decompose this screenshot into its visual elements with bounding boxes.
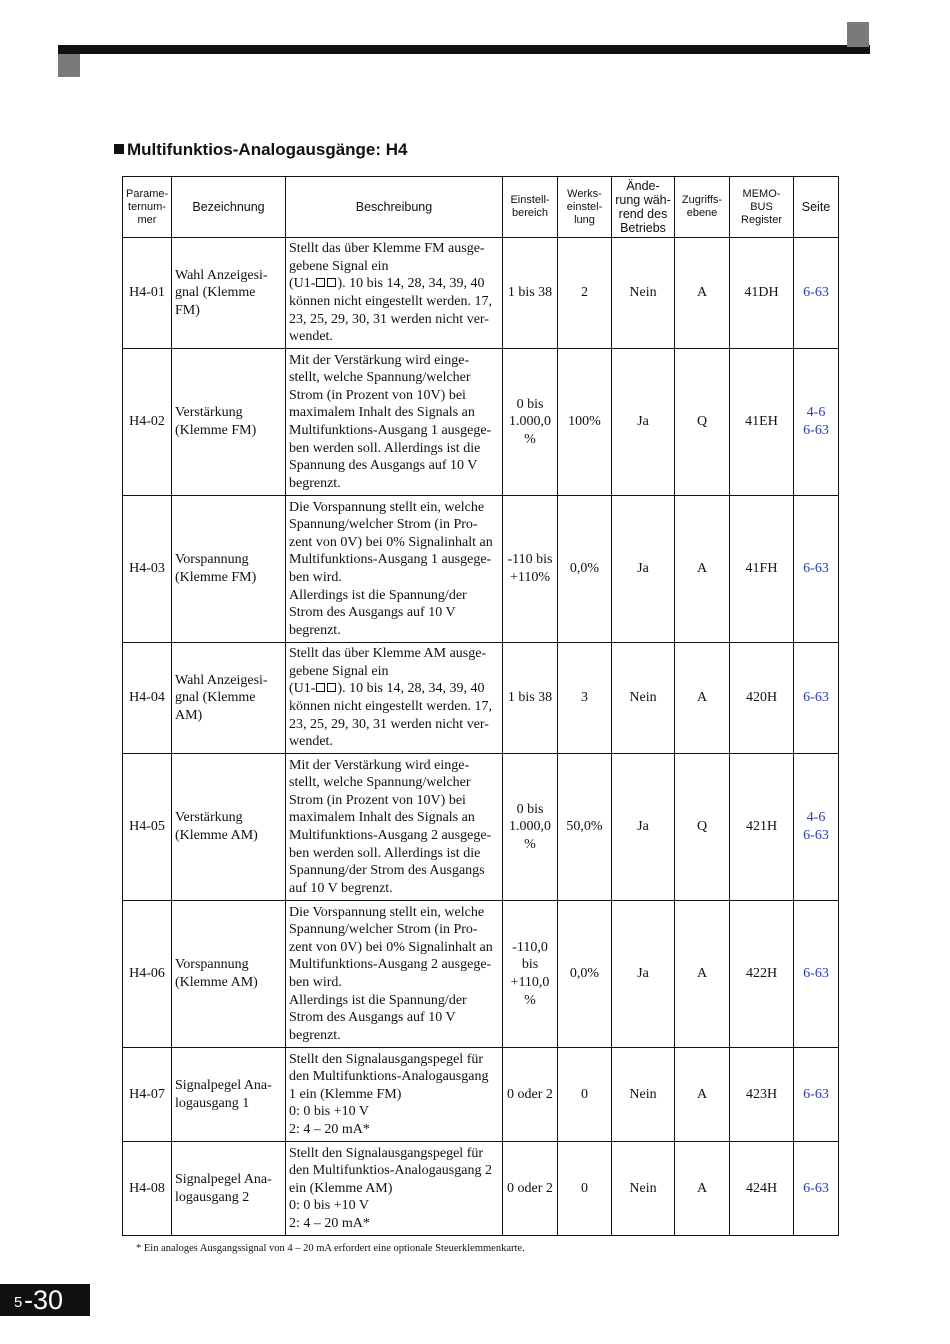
row-change: Nein xyxy=(612,1048,675,1142)
row-description: Die Vorspannung stellt ein, welche Spannung/welcher Strom (in Pro- zent von 0V) bei 0% Signalinhalt an Multifunktions-Ausgang 1 ausgege- ben wird. Allerdings ist die Spannung/der Strom des Ausgangs auf 10 V begrenzt. xyxy=(286,496,503,643)
row-default: 2 xyxy=(558,238,612,349)
row-page-link[interactable]: 6-63 xyxy=(794,901,839,1048)
row-access: Q xyxy=(675,349,730,496)
row-change: Nein xyxy=(612,238,675,349)
row-access: A xyxy=(675,238,730,349)
row-change: Ja xyxy=(612,496,675,643)
row-access: A xyxy=(675,1142,730,1236)
row-default: 50,0% xyxy=(558,754,612,901)
table-row xyxy=(123,1142,839,1236)
row-default: 3 xyxy=(558,643,612,754)
row-default: 0,0% xyxy=(558,496,612,643)
table-row xyxy=(123,1048,839,1142)
description-part-1: Stellt das über Klemme AM ausge- gebene Signal ein (U1- xyxy=(289,646,487,697)
page-number-tab xyxy=(0,1284,90,1316)
table-row xyxy=(123,754,839,901)
section-title: Multifunktios-Analogausgänge: H4 xyxy=(127,140,408,159)
row-default: 0,0% xyxy=(558,901,612,1048)
row-page-link[interactable]: 6-63 xyxy=(794,643,839,754)
row-range: 0 oder 2 xyxy=(503,1048,558,1142)
row-description: Stellt den Signalausgangspegel für den Multifunktions-Analogausgang 1 ein (Klemme FM) 0: 0 bis +10 V 2: 4 – 20 mA* xyxy=(286,1048,503,1142)
table-row xyxy=(123,643,839,754)
header-default: Werks- einstel- lung xyxy=(558,177,612,238)
row-description: Die Vorspannung stellt ein, welche Spannung/welcher Strom (in Pro- zent von 0V) bei 0% Signalinhalt an Multifunktions-Ausgang 2 ausgege- ben wird. Allerdings ist die Spannung/der Strom des Ausgangs auf 10 V begrenzt. xyxy=(286,901,503,1048)
page-number: -30 xyxy=(24,1285,64,1315)
row-param: H4-03 xyxy=(123,496,172,643)
row-default: 0 xyxy=(558,1142,612,1236)
row-change: Nein xyxy=(612,1142,675,1236)
table-row xyxy=(123,496,839,643)
chapter-number: 5 xyxy=(14,1294,23,1311)
footnote: * Ein analoges Ausgangssignal von 4 – 20 mA erfordert eine optionale Steuerklemmenkarte. xyxy=(136,1243,525,1254)
row-description: Mit der Verstärkung wird einge- stellt, welche Spannung/welcher Strom (in Prozent von 10V) bei maximalem Inhalt des Signals an Multifunktions-Ausgang 2 ausgege- ben werden soll. Allerdings ist die Spannung/der Strom des Ausgangs auf 10 V begrenzt. xyxy=(286,754,503,901)
header-square-right xyxy=(847,22,869,47)
row-range: 0 bis 1.000,0 % xyxy=(503,349,558,496)
row-name: Wahl Anzeigesi- gnal (Klemme AM) xyxy=(172,643,286,754)
header-range: Einstell- bereich xyxy=(503,177,558,238)
table-row xyxy=(123,238,839,349)
row-page-link[interactable]: 6-63 xyxy=(794,496,839,643)
placeholder-box-icon xyxy=(327,278,336,287)
description-part-2: ). 10 bis 14, 28, 34, 39, 40 können nicht eingestellt werden. 17, 23, 25, 29, 30, 31 werden nicht ver- wendet. xyxy=(289,681,492,750)
description-part-1: Stellt das über Klemme FM ausge- gebene Signal ein (U1- xyxy=(289,241,485,292)
section-heading xyxy=(114,140,408,160)
row-param: H4-04 xyxy=(123,643,172,754)
row-default: 0 xyxy=(558,1048,612,1142)
placeholder-box-icon xyxy=(327,683,336,692)
row-range: 1 bis 38 xyxy=(503,238,558,349)
row-memobus: 421H xyxy=(730,754,794,901)
row-change: Nein xyxy=(612,643,675,754)
header-desc: Beschreibung xyxy=(286,177,503,238)
table-row xyxy=(123,349,839,496)
row-param: H4-05 xyxy=(123,754,172,901)
row-page-link[interactable]: 4-6 6-63 xyxy=(794,754,839,901)
header-rule xyxy=(58,45,870,54)
row-param: H4-06 xyxy=(123,901,172,1048)
square-bullet-icon xyxy=(114,144,124,154)
row-change: Ja xyxy=(612,349,675,496)
row-range: 0 bis 1.000,0 % xyxy=(503,754,558,901)
row-param: H4-01 xyxy=(123,238,172,349)
row-access: A xyxy=(675,1048,730,1142)
row-name: Vorspannung (Klemme AM) xyxy=(172,901,286,1048)
row-name: Verstärkung (Klemme AM) xyxy=(172,754,286,901)
row-memobus: 422H xyxy=(730,901,794,1048)
row-page-link[interactable]: 6-63 xyxy=(794,1048,839,1142)
row-page-link[interactable]: 4-6 6-63 xyxy=(794,349,839,496)
row-page-link[interactable]: 6-63 xyxy=(794,238,839,349)
row-access: A xyxy=(675,901,730,1048)
row-description xyxy=(286,238,503,349)
row-name: Vorspannung (Klemme FM) xyxy=(172,496,286,643)
row-memobus: 424H xyxy=(730,1142,794,1236)
row-description xyxy=(286,643,503,754)
row-memobus: 41DH xyxy=(730,238,794,349)
header-memobus: MEMO- BUS Register xyxy=(730,177,794,238)
row-range: 1 bis 38 xyxy=(503,643,558,754)
table-row xyxy=(123,901,839,1048)
row-param: H4-02 xyxy=(123,349,172,496)
header-param: Parame- ternum- mer xyxy=(123,177,172,238)
header-square-left xyxy=(58,54,80,77)
placeholder-box-icon xyxy=(316,278,325,287)
row-param: H4-07 xyxy=(123,1048,172,1142)
row-range: -110,0 bis +110,0 % xyxy=(503,901,558,1048)
table-header-row xyxy=(123,177,839,238)
header-name: Bezeichnung xyxy=(172,177,286,238)
row-name: Signalpegel Ana- logausgang 2 xyxy=(172,1142,286,1236)
header-page: Seite xyxy=(794,177,839,238)
row-memobus: 423H xyxy=(730,1048,794,1142)
row-name: Signalpegel Ana- logausgang 1 xyxy=(172,1048,286,1142)
row-description: Stellt den Signalausgangspegel für den Multifunktios-Analogausgang 2 ein (Klemme AM) 0: 0 bis +10 V 2: 4 – 20 mA* xyxy=(286,1142,503,1236)
row-access: A xyxy=(675,496,730,643)
row-access: Q xyxy=(675,754,730,901)
parameter-table xyxy=(122,176,839,1236)
row-memobus: 41FH xyxy=(730,496,794,643)
row-name: Wahl Anzeigesi- gnal (Klemme FM) xyxy=(172,238,286,349)
row-page-link[interactable]: 6-63 xyxy=(794,1142,839,1236)
row-range: -110 bis +110% xyxy=(503,496,558,643)
description-part-2: ). 10 bis 14, 28, 34, 39, 40 können nicht eingestellt werden. 17, 23, 25, 29, 30, 31 werden nicht ver- wendet. xyxy=(289,276,492,345)
row-param: H4-08 xyxy=(123,1142,172,1236)
placeholder-box-icon xyxy=(316,683,325,692)
row-default: 100% xyxy=(558,349,612,496)
row-access: A xyxy=(675,643,730,754)
row-description: Mit der Verstärkung wird einge- stellt, welche Spannung/welcher Strom (in Prozent von 10V) bei maximalem Inhalt des Signals an Multifunktions-Ausgang 1 ausgege- ben werden soll. Allerdings ist die Spannung des Ausgangs auf 10 V begrenzt. xyxy=(286,349,503,496)
row-change: Ja xyxy=(612,901,675,1048)
row-change: Ja xyxy=(612,754,675,901)
header-change: Ände- rung wäh- rend des Betriebs xyxy=(612,177,675,238)
row-memobus: 41EH xyxy=(730,349,794,496)
row-memobus: 420H xyxy=(730,643,794,754)
header-access: Zugriffs- ebene xyxy=(675,177,730,238)
row-name: Verstärkung (Klemme FM) xyxy=(172,349,286,496)
row-range: 0 oder 2 xyxy=(503,1142,558,1236)
